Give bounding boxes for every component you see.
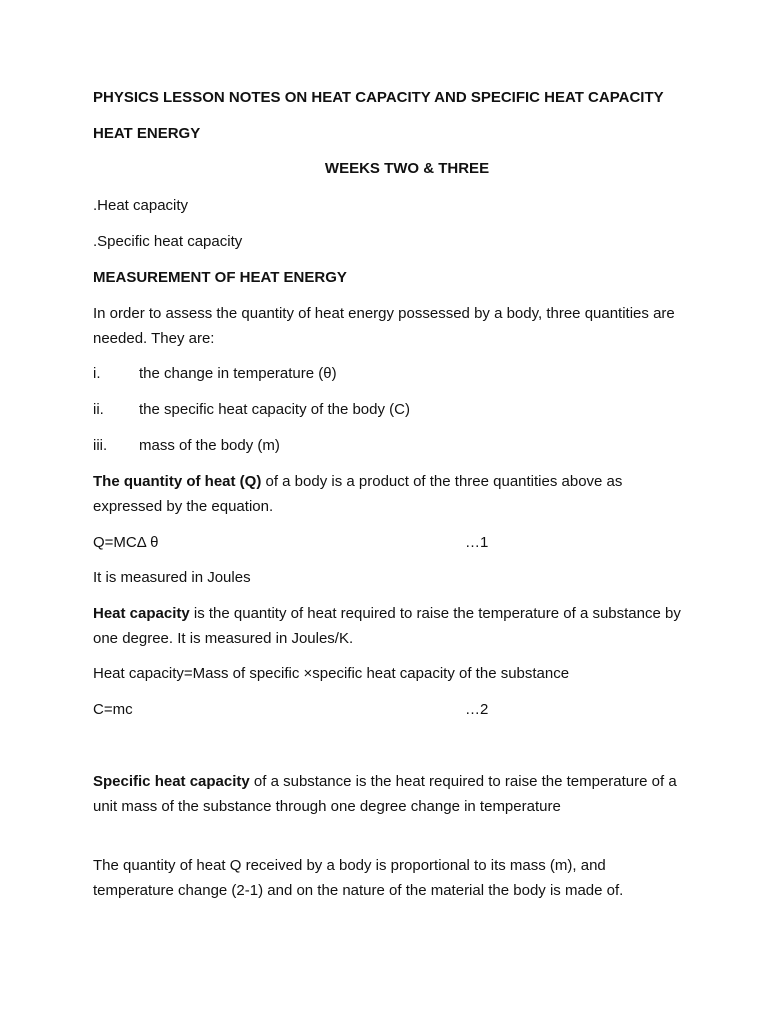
list-item-text: mass of the body (m) <box>139 437 280 454</box>
specific-heat-capacity-definition: of a substance is the heat required to raise the temperature of a unit mass of the substance through one degree change in temperature <box>93 773 677 815</box>
measurement-heading: MEASUREMENT OF HEAT ENERGY <box>93 269 347 286</box>
quantity-of-heat-term: The quantity of heat (Q) <box>93 473 262 490</box>
section-heading-heat-energy: HEAT ENERGY <box>93 125 201 142</box>
document-title: PHYSICS LESSON NOTES ON HEAT CAPACITY AND SPECIFIC HEAT CAPACITY <box>93 89 664 106</box>
list-item <box>93 434 280 458</box>
list-item-number: i. <box>93 365 101 382</box>
equation-2-number: …2 <box>465 701 489 718</box>
list-item-text: the change in temperature (θ) <box>139 365 337 382</box>
quantity-of-heat-definition: of a body is a product of the three quantities above as expressed by the equation. <box>93 473 623 515</box>
specific-heat-capacity-term: Specific heat capacity <box>93 773 250 790</box>
weeks-heading: WEEKS TWO & THREE <box>324 160 490 177</box>
list-item <box>93 398 410 422</box>
equation-2: C=mc <box>93 701 133 718</box>
topic-heat-capacity: .Heat capacity <box>93 197 189 214</box>
heat-capacity-paragraph <box>93 602 683 651</box>
list-item-text: the specific heat capacity of the body (C) <box>139 401 410 418</box>
heat-capacity-term: Heat capacity <box>93 605 190 622</box>
final-paragraph: The quantity of heat Q received by a body is proportional to its mass (m), and temperature change (2-1) and on the nature of the material the body is made of. <box>93 857 624 899</box>
equation-1-number: …1 <box>465 534 489 551</box>
heat-capacity-definition: is the quantity of heat required to raise the temperature of a substance by one degree. It is measured in Joules/K. <box>93 605 681 647</box>
list-item-number: iii. <box>93 437 108 454</box>
list-item-number: ii. <box>93 401 104 418</box>
list-item <box>93 362 337 386</box>
intro-paragraph: In order to assess the quantity of heat energy possessed by a body, three quantities are needed. They are: <box>93 305 675 347</box>
joules-note: It is measured in Joules <box>93 569 251 586</box>
quantity-of-heat-paragraph <box>93 470 683 519</box>
specific-heat-capacity-paragraph <box>93 770 683 819</box>
equation-1: Q=MCΔ θ <box>93 534 159 551</box>
topic-specific-heat-capacity: .Specific heat capacity <box>93 233 243 250</box>
heat-capacity-formula: Heat capacity=Mass of specific ×specific heat capacity of the substance <box>93 665 570 682</box>
